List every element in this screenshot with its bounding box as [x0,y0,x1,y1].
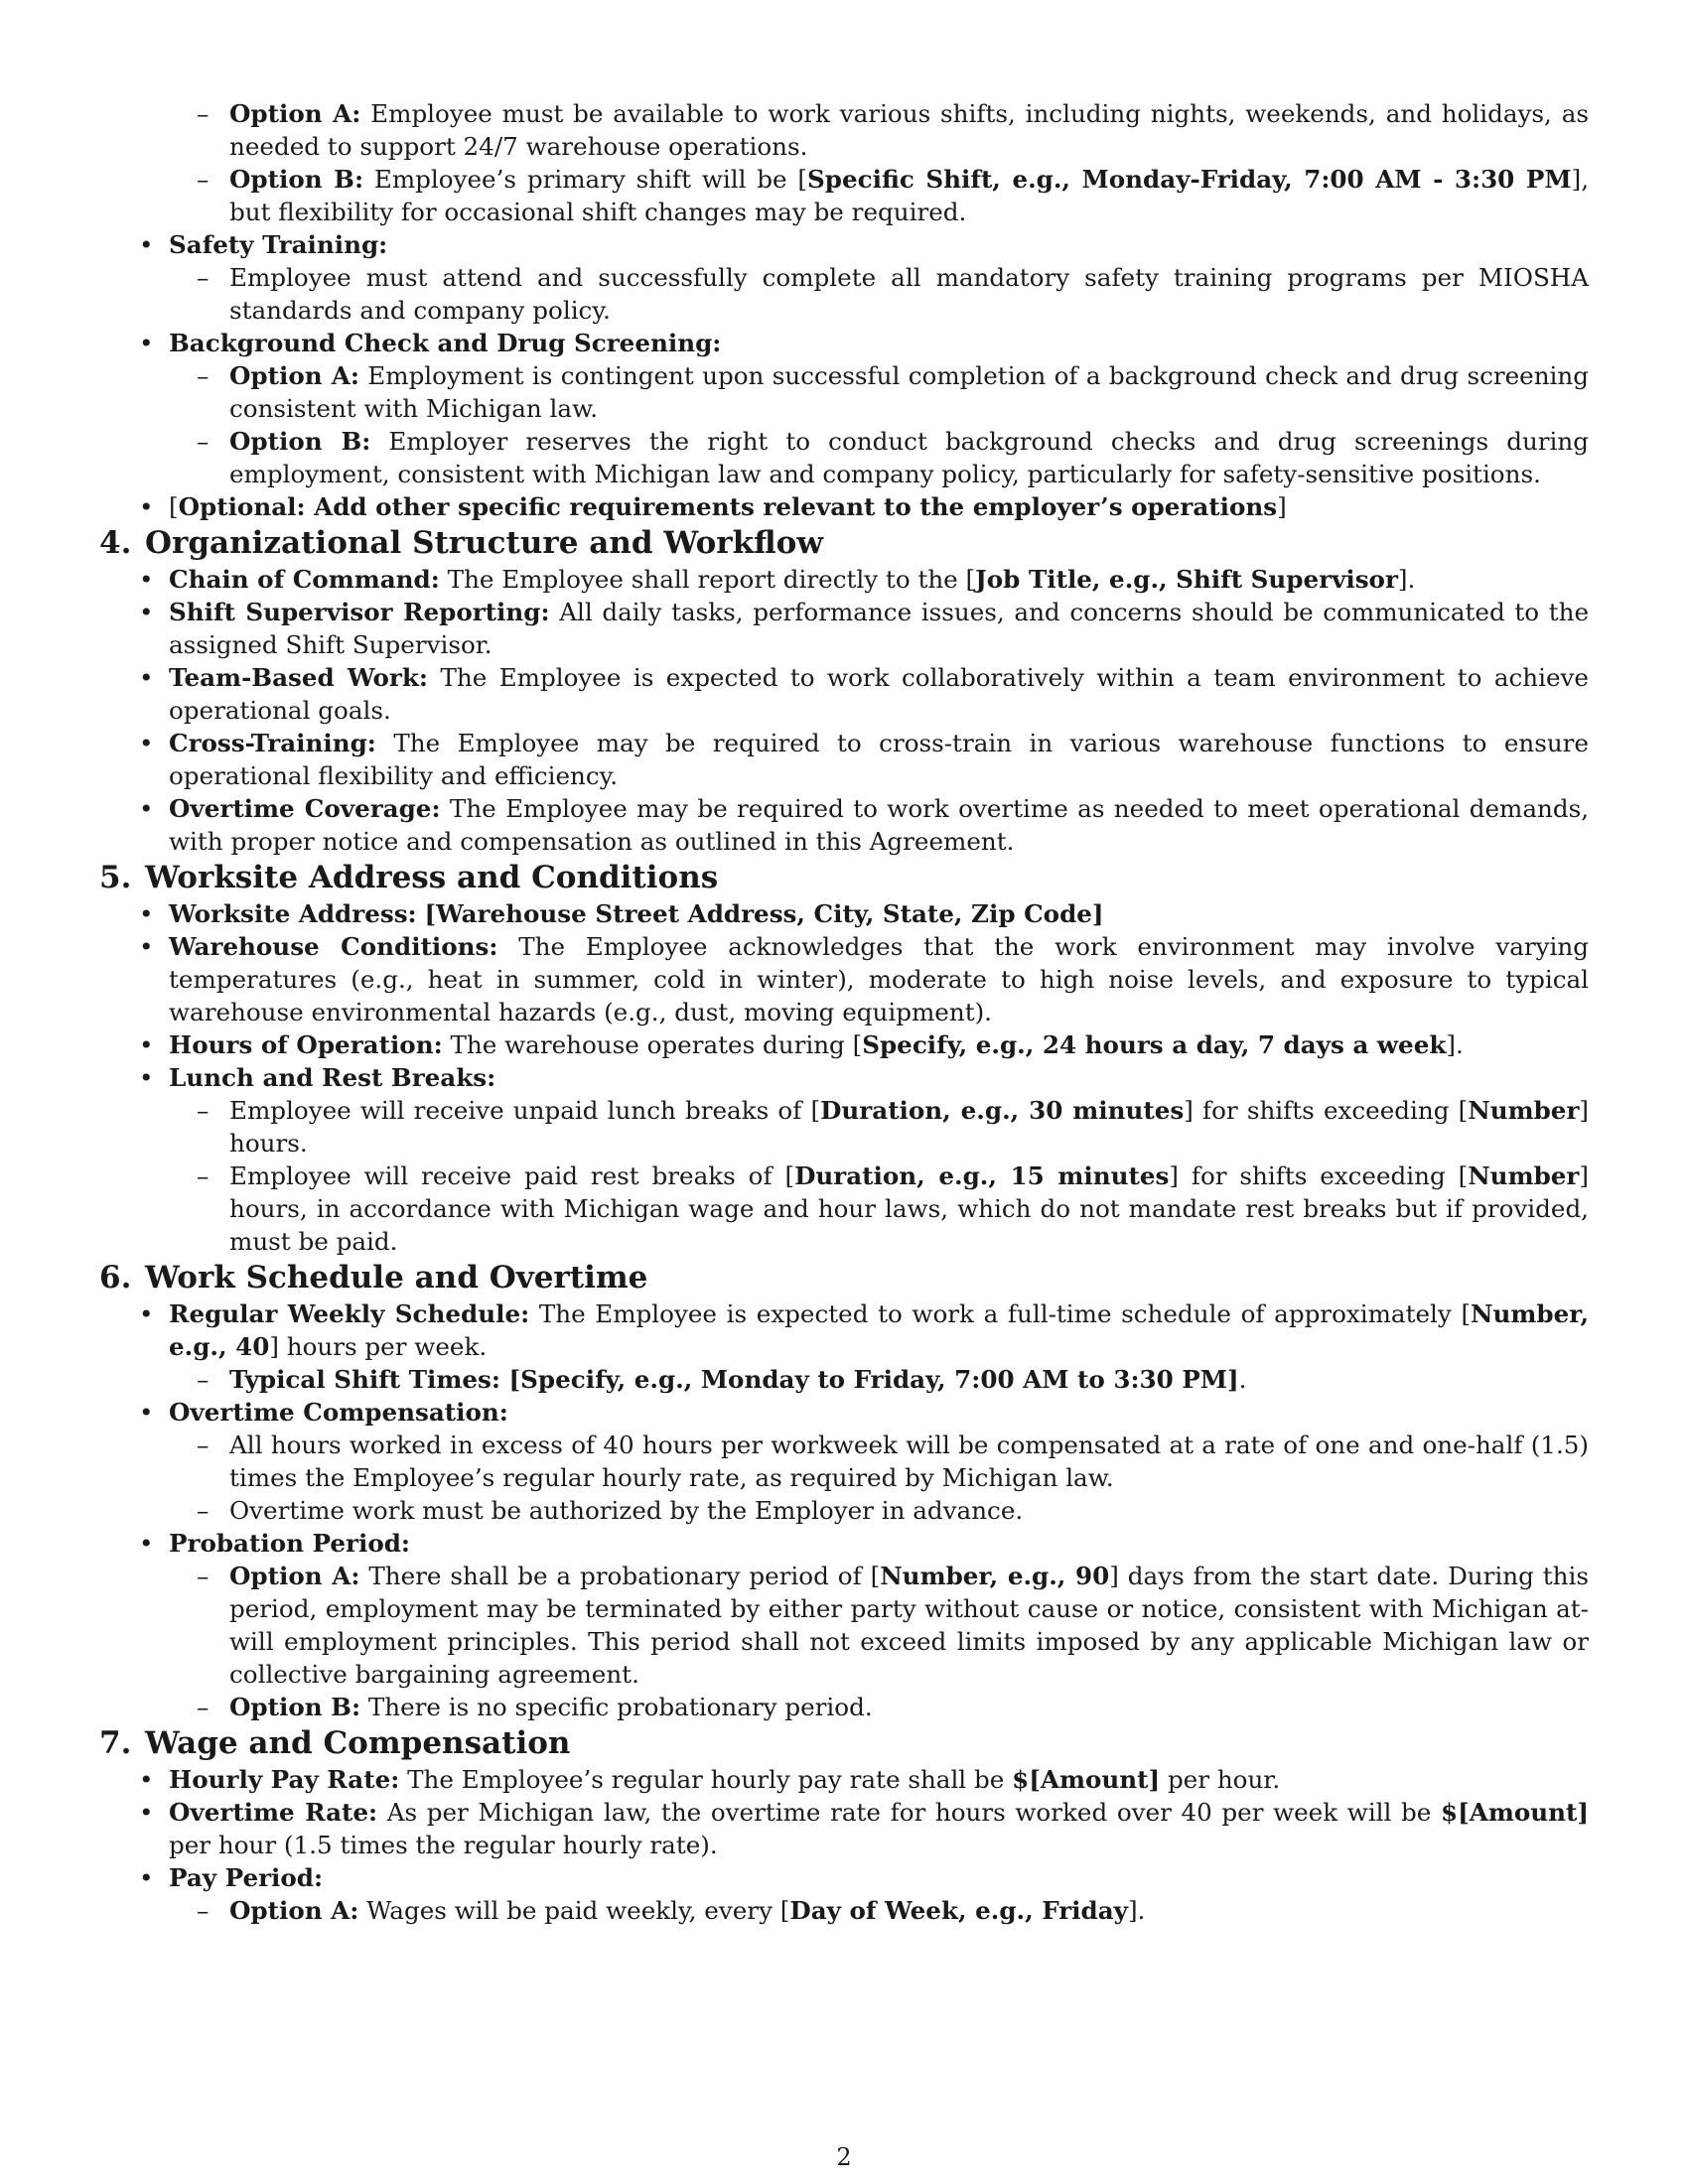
page-number: 2 [836,2143,852,2171]
list-item: – Employee must attend and successfully complete all mandatory safety training programs per MIOSHA standards and company policy. [197,263,1589,325]
list-item: – Overtime work must be authorized by the Employer in advance. [197,1496,1024,1525]
bullet: • [139,1529,154,1558]
section-heading: 5. Worksite Address and Conditions [99,860,719,895]
dash-bullet: – [197,1365,210,1394]
list-item: – Employee will receive unpaid lunch breaks of [Duration, e.g., 30 minutes] for shifts exceeding [Number] hours. [197,1096,1590,1158]
list-item: • Warehouse Conditions: The Employee acknowledges that the work environment may involve varying temperatures (e.g., heat in summer, cold in winter), moderate to high noise levels, and exposure to typical warehouse environmental hazards (e.g., dust, moving equipment). [139,932,1589,1026]
bullet: • [139,492,154,521]
list-item: – Option A: Employment is contingent upon successful completion of a background check and drug screening consistent with Michigan law. [197,361,1589,423]
list-item: • Hourly Pay Rate: The Employee’s regular hourly pay rate shall be $[Amount] per hour. [139,1765,1281,1794]
list-item: – Option A: Employee must be available to work various shifts, including nights, weekends, and holidays, as needed to support 24/7 warehouse operations. [197,99,1589,161]
dash-bullet: – [197,263,210,292]
bullet: • [139,794,154,823]
dash-bullet: – [197,1693,210,1721]
list-item: • Pay Period: [139,1863,324,1892]
bullet: • [139,329,154,357]
list-item: – All hours worked in excess of 40 hours per workweek will be compensated at a rate of one and one-half (1.5) times the Employee’s regular hourly rate, as required by Michigan law. [197,1431,1589,1492]
dash-bullet: – [197,1896,210,1925]
bullet: • [139,1398,154,1427]
list-item: – Option A: There shall be a probationary period of [Number, e.g., 90] days from the start date. During this period, employment may be terminated by either party without cause or notice, consistent with Michigan at-will employment principles. This period shall not exceed limits imposed by any applicable Michigan law or collective bargaining agreement. [197,1562,1589,1689]
document-page [99,97,1589,1927]
dash-bullet: – [197,1161,210,1190]
list-item: • Background Check and Drug Screening: [139,329,722,357]
bullet: • [139,899,154,928]
list-item: • [Optional: Add other specific requirements relevant to the employer’s operations] [139,492,1287,521]
list-item: • Hours of Operation: The warehouse operates during [Specify, e.g., 24 hours a day, 7 days a week]. [139,1030,1464,1059]
list-item: – Employee will receive paid rest breaks of [Duration, e.g., 15 minutes] for shifts exceeding [Number] hours, in accordance with Michigan wage and hour laws, which do not mandate rest breaks but if provided, must be paid. [197,1161,1589,1256]
list-item: • Worksite Address: [Warehouse Street Address, City, State, Zip Code] [139,899,1104,928]
dash-bullet: – [197,427,210,456]
dash-bullet: – [197,1562,210,1590]
list-item: • Chain of Command: The Employee shall report directly to the [Job Title, e.g., Shift Supervisor]. [139,565,1416,594]
dash-bullet: – [197,99,210,128]
bullet: • [139,230,154,259]
list-item: • Safety Training: [139,230,388,259]
list-item: – Option A: Wages will be paid weekly, every [Day of Week, e.g., Friday]. [197,1896,1146,1925]
dash-bullet: – [197,361,210,390]
section-heading: 7. Wage and Compensation [99,1725,571,1761]
section-heading: 6. Work Schedule and Overtime [99,1260,648,1296]
dash-bullet: – [197,165,210,194]
bullet: • [139,1299,154,1328]
bullet: • [139,1765,154,1794]
bullet: • [139,1030,154,1059]
list-item: • Shift Supervisor Reporting: All daily tasks, performance issues, and concerns should be communicated to the assigned Shift Supervisor. [139,598,1589,659]
list-item: • Probation Period: [139,1529,410,1558]
list-item: • Overtime Compensation: [139,1398,508,1427]
bullet: • [139,1863,154,1892]
bullet: • [139,663,154,692]
list-item: – Typical Shift Times: [Specify, e.g., Monday to Friday, 7:00 AM to 3:30 PM]. [197,1365,1247,1394]
list-item: • Overtime Coverage: The Employee may be required to work overtime as needed to meet operational demands, with proper notice and compensation as outlined in this Agreement. [139,794,1590,856]
bullet: • [139,1798,154,1827]
bullet: • [139,598,154,626]
list-item: • Overtime Rate: As per Michigan law, the overtime rate for hours worked over 40 per week will be $[Amount] per hour (1.5 times the regular hourly rate). [139,1798,1589,1859]
list-item: – Option B: There is no specific probationary period. [197,1693,873,1721]
bullet: • [139,1063,154,1092]
list-item: • Regular Weekly Schedule: The Employee is expected to work a full-time schedule of approximately [Number, e.g., 40] hours per week. [139,1299,1590,1361]
bullet: • [139,932,154,961]
list-item: • Lunch and Rest Breaks: [139,1063,496,1092]
list-item: • Cross-Training: The Employee may be required to cross-train in various warehouse functions to ensure operational flexibility and efficiency. [139,729,1589,790]
dash-bullet: – [197,1496,210,1525]
list-item: – Option B: Employee’s primary shift will be [Specific Shift, e.g., Monday-Friday, 7:00 AM - 3:30 PM], but flexibility for occasional shift changes may be required. [197,165,1590,226]
section-heading: 4. Organizational Structure and Workflow [99,525,823,561]
bullet: • [139,729,154,757]
dash-bullet: – [197,1096,210,1125]
list-item: • Team-Based Work: The Employee is expected to work collaboratively within a team environment to achieve operational goals. [139,663,1589,725]
bullet: • [139,565,154,594]
dash-bullet: – [197,1431,210,1459]
list-item: – Option B: Employer reserves the right to conduct background checks and drug screenings during employment, consistent with Michigan law and company policy, particularly for safety-sensitive positions. [197,427,1589,488]
